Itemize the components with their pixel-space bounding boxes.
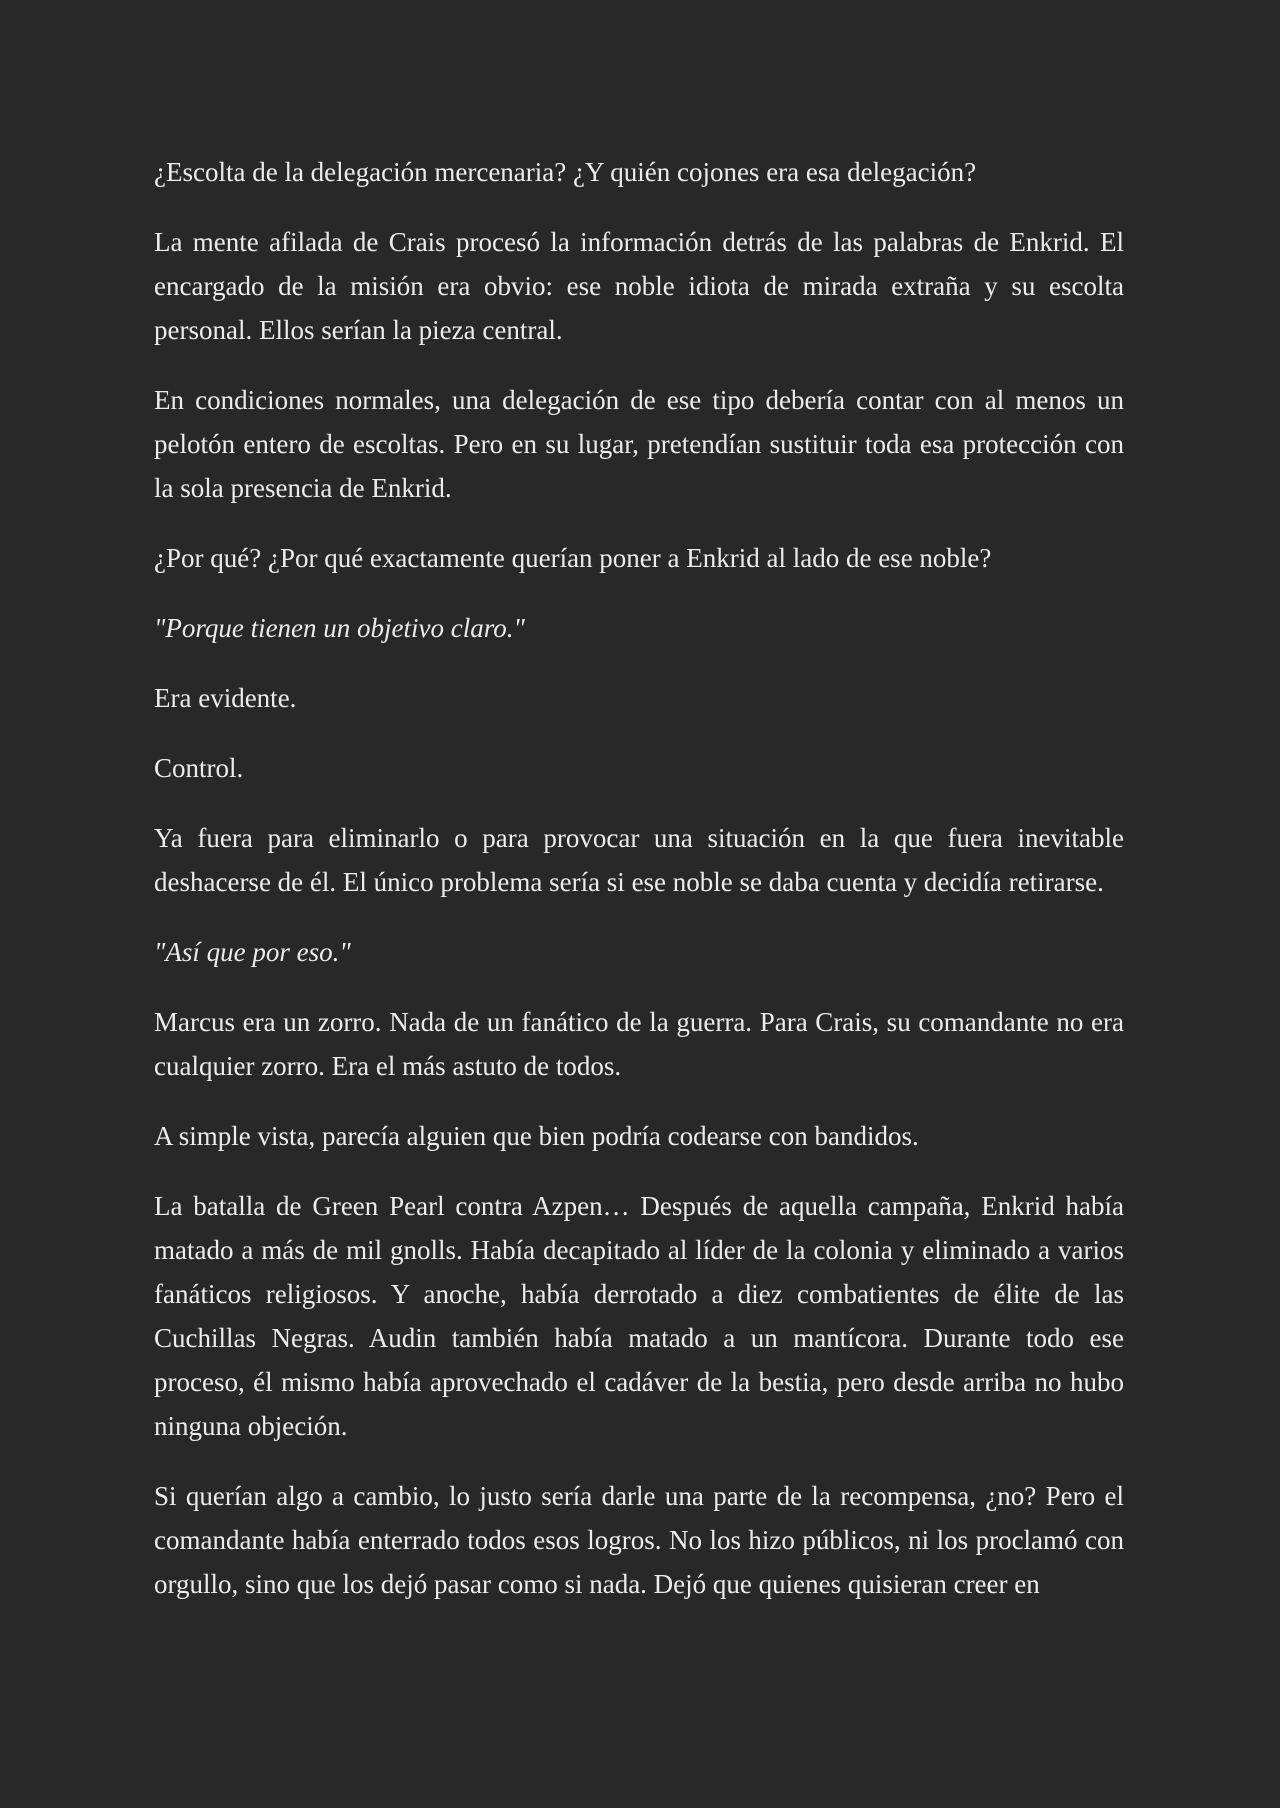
paragraph: Era evidente.: [154, 683, 297, 713]
paragraph: Marcus era un zorro. Nada de un fanático de la guerra. Para Crais, su comandante no era cualquier zorro. Era el más astuto de todos.: [154, 1007, 1124, 1081]
paragraph: En condiciones normales, una delegación de ese tipo debería contar con al menos un pelotón entero de escoltas. Pero en su lugar, pretendían sustituir toda esa protección con la sola presencia de Enkrid.: [154, 385, 1124, 503]
paragraph: ¿Escolta de la delegación mercenaria? ¿Y quién cojones era esa delegación?: [154, 157, 977, 187]
paragraph: Ya fuera para eliminarlo o para provocar una situación en la que fuera inevitable deshacerse de él. El único problema sería si ese noble se daba cuenta y decidía retirarse.: [154, 823, 1124, 897]
paragraph: Si querían algo a cambio, lo justo sería darle una parte de la recompensa, ¿no? Pero el comandante había enterrado todos esos logros. No los hizo públicos, ni los proclamó con orgullo, sino que los dejó pasar como si nada. Dejó que quienes quisieran creer en: [154, 1481, 1124, 1599]
paragraph: ¿Por qué? ¿Por qué exactamente querían poner a Enkrid al lado de ese noble?: [154, 543, 992, 573]
paragraph: La batalla de Green Pearl contra Azpen… Después de aquella campaña, Enkrid había matado a más de mil gnolls. Había decapitado al líder de la colonia y eliminado a varios fanáticos religiosos. Y anoche, había derrotado a diez combatientes de élite de las Cuchillas Negras. Audin también había matado a un mantícora. Durante todo ese proceso, él mismo había aprovechado el cadáver de la bestia, pero desde arriba no hubo ninguna objeción.: [154, 1191, 1124, 1441]
italic-thought: "Así que por eso.": [154, 937, 351, 967]
chapter-text: [154, 150, 1124, 1632]
paragraph: Control.: [154, 753, 244, 783]
paragraph: La mente afilada de Crais procesó la información detrás de las palabras de Enkrid. El encargado de la misión era obvio: ese noble idiota de mirada extraña y su escolta personal. Ellos serían la pieza central.: [154, 227, 1124, 345]
italic-thought: "Porque tienen un objetivo claro.": [154, 613, 525, 643]
paragraph: A simple vista, parecía alguien que bien podría codearse con bandidos.: [154, 1121, 919, 1151]
